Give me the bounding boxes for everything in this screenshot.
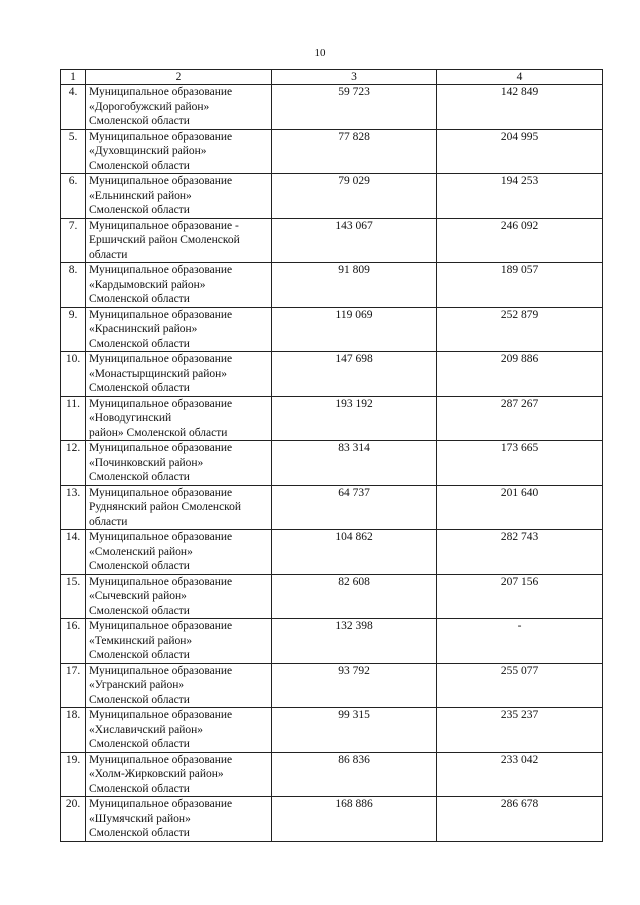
header-cell: 3 xyxy=(272,70,437,85)
municipality-name-line: Смоленской области xyxy=(89,159,190,172)
row-number: 12. xyxy=(61,441,86,486)
municipality-name-line: Муниципальное образование xyxy=(89,442,233,454)
municipality-name xyxy=(86,218,272,263)
municipality-name-line: «Монастырщинский район» xyxy=(89,367,228,380)
row-number: 5. xyxy=(61,129,86,174)
municipality-name xyxy=(86,263,272,308)
municipality-name xyxy=(86,441,272,486)
column-4-value: 194 253 xyxy=(437,174,603,219)
column-3-value: 91 809 xyxy=(272,263,437,308)
column-3-value: 99 315 xyxy=(272,708,437,753)
table-row xyxy=(61,85,603,130)
municipality-name-line: Муниципальное образование - xyxy=(89,219,239,232)
row-number: 20. xyxy=(61,797,86,842)
table-row xyxy=(61,797,603,842)
column-3-value: 168 886 xyxy=(272,797,437,842)
municipality-name xyxy=(86,619,272,664)
municipality-name-line: «Ельнинский район» xyxy=(89,189,192,202)
column-4-value: 246 092 xyxy=(437,218,603,263)
column-4-value: 201 640 xyxy=(437,485,603,530)
table-row xyxy=(61,441,603,486)
municipality-name-line: Смоленской области xyxy=(89,293,190,305)
municipality-name-line: Муниципальное образование xyxy=(89,709,233,721)
municipality-name-line: Муниципальное образование xyxy=(89,798,233,810)
column-3-value: 79 029 xyxy=(272,174,437,219)
municipality-name-line: район» Смоленской области xyxy=(89,426,228,439)
column-3-value: 82 608 xyxy=(272,574,437,619)
column-4-value: 252 879 xyxy=(437,307,603,352)
municipality-name-line: Муниципальное образование xyxy=(89,264,233,276)
table-row xyxy=(61,129,603,174)
municipality-name-line: Смоленской области xyxy=(89,782,190,795)
column-3-value: 64 737 xyxy=(272,485,437,530)
column-3-value: 77 828 xyxy=(272,129,437,174)
column-3-value: 104 862 xyxy=(272,530,437,575)
table-row xyxy=(61,174,603,219)
municipality-name xyxy=(86,174,272,219)
table-row xyxy=(61,663,603,708)
table-row xyxy=(61,352,603,397)
municipality-name-line: «Угранский район» xyxy=(89,679,185,691)
row-number: 10. xyxy=(61,352,86,397)
column-3-value: 143 067 xyxy=(272,218,437,263)
municipality-name-line: «Починковский район» xyxy=(89,456,204,469)
municipality-name xyxy=(86,485,272,530)
municipality-name xyxy=(86,797,272,842)
municipality-name-line: Муниципальное образование xyxy=(89,664,233,677)
row-number: 16. xyxy=(61,619,86,664)
column-4-value: 282 743 xyxy=(437,530,603,575)
municipality-name-line: Муниципальное образование xyxy=(89,531,233,543)
header-cell: 2 xyxy=(86,70,272,85)
municipality-name xyxy=(86,574,272,619)
municipality-name xyxy=(86,129,272,174)
column-3-value: 147 698 xyxy=(272,352,437,397)
municipality-name-line: области xyxy=(89,515,128,528)
municipality-name-line: Муниципальное образование xyxy=(89,620,233,632)
table-row xyxy=(61,396,603,441)
data-table xyxy=(60,69,603,842)
column-4-value: 233 042 xyxy=(437,752,603,797)
municipality-name xyxy=(86,663,272,708)
table-row xyxy=(61,485,603,530)
municipality-name-line: Смоленской области xyxy=(89,382,190,394)
municipality-name-line: «Духовщинский район» xyxy=(89,145,207,157)
municipality-name-line: Смоленской области xyxy=(89,204,190,216)
column-4-value: 255 077 xyxy=(437,663,603,708)
header-cell: 4 xyxy=(437,70,603,85)
municipality-name-line: Смоленской области xyxy=(89,471,190,483)
row-number: 15. xyxy=(61,574,86,619)
municipality-name-line: «Темкинский район» xyxy=(89,634,193,647)
municipality-name-line: области xyxy=(89,248,128,261)
municipality-name-line: «Смоленский район» xyxy=(89,545,193,558)
row-number: 4. xyxy=(61,85,86,130)
column-3-value: 86 836 xyxy=(272,752,437,797)
municipality-name-line: Смоленской области xyxy=(89,738,190,750)
row-number: 9. xyxy=(61,307,86,352)
municipality-name-line: «Холм-Жирковский район» xyxy=(89,768,224,780)
column-4-value: 173 665 xyxy=(437,441,603,486)
table-row xyxy=(61,218,603,263)
municipality-name-line: Смоленской области xyxy=(89,115,190,127)
table-row xyxy=(61,530,603,575)
table-row xyxy=(61,619,603,664)
column-3-value: 83 314 xyxy=(272,441,437,486)
row-number: 6. xyxy=(61,174,86,219)
column-3-value: 132 398 xyxy=(272,619,437,664)
municipality-name-line: Смоленской области xyxy=(89,649,190,661)
column-4-value: 286 678 xyxy=(437,797,603,842)
table-row xyxy=(61,307,603,352)
column-3-value: 119 069 xyxy=(272,307,437,352)
municipality-name-line: Муниципальное образование xyxy=(89,130,233,143)
municipality-name xyxy=(86,708,272,753)
municipality-name-line: Смоленской области xyxy=(89,827,190,839)
municipality-name-line: «Шумячский район» xyxy=(89,812,191,825)
column-3-value: 93 792 xyxy=(272,663,437,708)
municipality-name-line: Руднянский район Смоленской xyxy=(89,501,242,513)
municipality-name-line: Муниципальное образование xyxy=(89,753,233,766)
municipality-name-line: Муниципальное образование xyxy=(89,86,233,98)
municipality-name-line: Смоленской области xyxy=(89,604,190,617)
municipality-name xyxy=(86,396,272,441)
column-4-value: 189 057 xyxy=(437,263,603,308)
municipality-name-line: «Кардымовский район» xyxy=(89,278,206,291)
column-4-value: 142 849 xyxy=(437,85,603,130)
column-4-value: 207 156 xyxy=(437,574,603,619)
municipality-name-line: Смоленской области xyxy=(89,560,190,572)
municipality-name xyxy=(86,752,272,797)
municipality-name-line: Муниципальное образование xyxy=(89,397,233,410)
row-number: 8. xyxy=(61,263,86,308)
municipality-name-line: Муниципальное образование xyxy=(89,486,233,499)
municipality-name-line: «Дорогобужский район» xyxy=(89,100,210,113)
municipality-name-line: Смоленской области xyxy=(89,693,190,706)
column-4-value: 235 237 xyxy=(437,708,603,753)
row-number: 7. xyxy=(61,218,86,263)
municipality-name-line: «Краснинский район» xyxy=(89,323,198,335)
column-4-value: 287 267 xyxy=(437,396,603,441)
municipality-name-line: Муниципальное образование xyxy=(89,575,233,588)
column-4-value: 204 995 xyxy=(437,129,603,174)
table-row xyxy=(61,263,603,308)
header-cell: 1 xyxy=(61,70,86,85)
municipality-name-line: «Сычевский район» xyxy=(89,590,187,602)
row-number: 14. xyxy=(61,530,86,575)
row-number: 11. xyxy=(61,396,86,441)
table-header-row xyxy=(61,70,603,85)
column-3-value: 193 192 xyxy=(272,396,437,441)
table-row xyxy=(61,708,603,753)
municipality-name xyxy=(86,352,272,397)
municipality-name-line: Ершичский район Смоленской xyxy=(89,234,240,246)
table-row xyxy=(61,752,603,797)
municipality-name-line: Смоленской области xyxy=(89,337,190,350)
table-row xyxy=(61,574,603,619)
municipality-name-line: Муниципальное образование xyxy=(89,175,233,187)
municipality-name-line: Муниципальное образование xyxy=(89,353,233,365)
row-number: 13. xyxy=(61,485,86,530)
page-number: 10 xyxy=(314,47,326,59)
municipality-name-line: Муниципальное образование xyxy=(89,308,233,321)
municipality-name xyxy=(86,530,272,575)
column-4-value: - xyxy=(437,619,603,664)
municipality-name-line: «Хиславичский район» xyxy=(89,723,204,736)
municipality-name-line: «Новодугинский xyxy=(89,412,172,424)
row-number: 17. xyxy=(61,663,86,708)
row-number: 18. xyxy=(61,708,86,753)
municipality-name xyxy=(86,85,272,130)
municipality-name xyxy=(86,307,272,352)
column-4-value: 209 886 xyxy=(437,352,603,397)
column-3-value: 59 723 xyxy=(272,85,437,130)
row-number: 19. xyxy=(61,752,86,797)
